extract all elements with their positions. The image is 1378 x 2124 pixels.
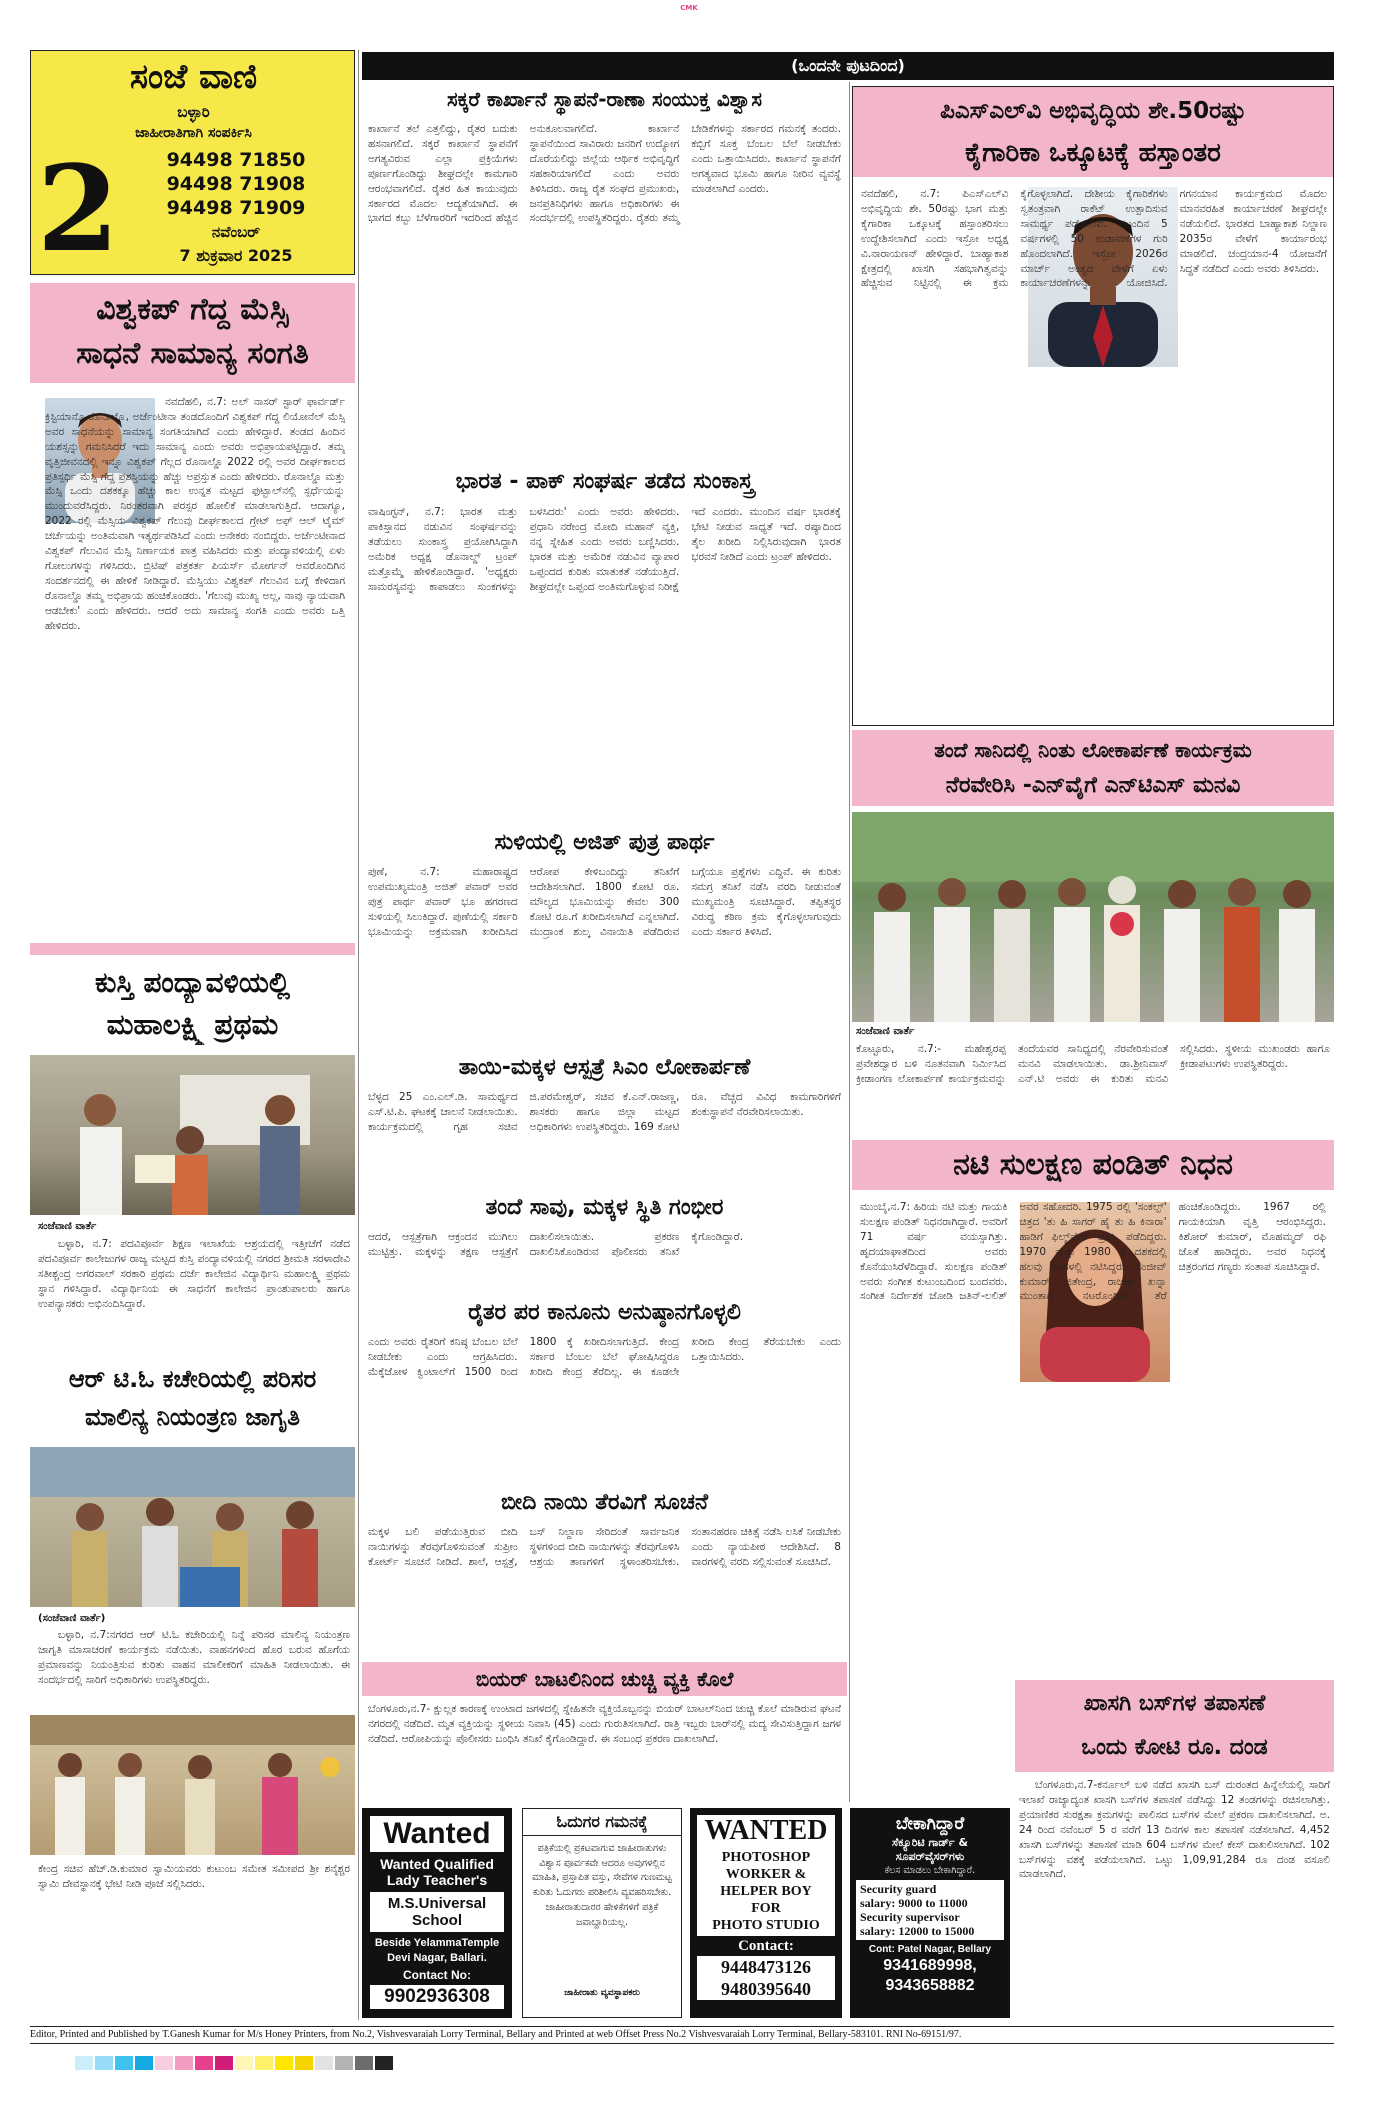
farmer-law-headline: ರೈತರ ಪರ ಕಾನೂನು ಅನುಷ್ಠಾನಗೊಳ್ಳಲಿ bbox=[468, 1300, 741, 1325]
wrestling-byline: ಸಂಜೆವಾಣಿ ವಾರ್ತೆ bbox=[38, 1221, 97, 1232]
swatch-yellow-4 bbox=[295, 2056, 313, 2070]
article-sullia bbox=[362, 825, 847, 1050]
article-father-death bbox=[362, 1190, 847, 1295]
ntps-headline-1: ತಂದೆ ಸಾನಿದಲ್ಲಿ ನಿಂತು ಲೋಕಾರ್ಪಣೆ ಕಾರ್ಯಕ್ರಮ bbox=[934, 738, 1252, 762]
messi-headline-2: ಸಾಧನೆ ಸಾಮಾನ್ಯ ಸಂಗತಿ bbox=[76, 336, 309, 371]
factory-body: ಕಾರ್ಖಾನೆ ತಲೆ ಎತ್ತಲಿದ್ದು, ರೈತರ ಬದುಕು ಹಸನಾಗಲಿದೆ. ಸಕ್ಕರೆ ಕಾರ್ಖಾನೆ ಸ್ಥಾಪನೆಗೆ ಅಗತ್ಯವಿರುವ ಎಲ್ಲಾ ಪ್ರಕ್ರಿಯೆಗಳು ಪೂರ್ಣಗೊಂಡಿದ್ದು ಶೀಘ್ರದಲ್ಲೇ ಕಾಮಗಾರಿ ಆರಂಭವಾಗಲಿದೆ. ರೈತರ ಹಿತ ಕಾಯುವುದು ಸರ್ಕಾರದ ಮೊದಲ ಆದ್ಯತೆಯಾಗಿದೆ. ಈ ಭಾಗದ ಕಬ್ಬು ಬೆಳೆಗಾರರಿಗೆ ಇದರಿಂದ ಹೆಚ್ಚಿನ ಅನುಕೂಲವಾಗಲಿದೆ. ಕಾರ್ಖಾನೆ ಸ್ಥಾಪನೆಯಿಂದ ಸಾವಿರಾರು ಜನರಿಗೆ ಉದ್ಯೋಗ ದೊರೆಯಲಿದ್ದು ಜಿಲ್ಲೆಯ ಆರ್ಥಿಕ ಅಭಿವೃದ್ಧಿಗೆ ಸಹಕಾರಿಯಾಗಲಿದೆ ಎಂದು ಅವರು ತಿಳಿಸಿದರು. ರಾಜ್ಯ ರೈತ ಸಂಘದ ಪ್ರಮುಖರು, ಜನಪ್ರತಿನಿಧಿಗಳು ಹಾಗೂ ಅಧಿಕಾರಿಗಳು ಈ ಸಂದರ್ಭದಲ್ಲಿ ಉಪಸ್ಥಿತರಿದ್ದರು. ರೈತರು ತಮ್ಮ ಬೇಡಿಕೆಗಳನ್ನು ಸರ್ಕಾರದ ಗಮನಕ್ಕೆ ತಂದರು. ಕಬ್ಬಿಗೆ ಸೂಕ್ತ ಬೆಂಬಲ ಬೆಲೆ ನೀಡಬೇಕು ಎಂದು ಒತ್ತಾಯಿಸಿದರು. ಕಾರ್ಖಾನೆ ಸ್ಥಾಪನೆಗೆ ಅಗತ್ಯವಾದ ಭೂಮಿ ಹಾಗೂ ನೀರಿನ ವ್ಯವಸ್ಥೆ ಮಾಡಲಾಗಿದೆ ಎಂದರು. bbox=[368, 123, 841, 225]
messi-body: ನವದೆಹಲಿ, ನ.7: ಅಲ್ ನಾಸರ್ ಸ್ಟಾರ್ ಫಾರ್ವರ್ಡ್ ಕ್ರಿಸ್ಟಿಯಾನೊ ರೊನಾಲ್ಡೊ, ಅರ್ಜೆಂಟೀನಾ ತಂಡದೊಂದಿಗೆ ವಿಶ್ವಕಪ್ ಗೆದ್ದ ಲಿಯೋನೆಲ್ ಮೆಸ್ಸಿ ಅವರ ಸಾಧನೆಯನ್ನು ಸಾಮಾನ್ಯ ಸಂಗತಿಯಾಗಿದೆ ಎಂದು ಹೇಳಿದ್ದಾರೆ. ತಂಡದ ಹಿಂದಿನ ಯಶಸ್ಸನ್ನು ಗಮನಿಸಿದರೆ ಇದು ಸಾಮಾನ್ಯ ಎಂದು ಅವರು ಅಭಿಪ್ರಾಯಪಟ್ಟಿದ್ದಾರೆ. ತಮ್ಮ ವೃತ್ತಿಜೀವನದಲ್ಲಿ ಇನ್ನೂ ವಿಶ್ವಕಪ್ ಗೆಲ್ಲದ ರೊನಾಲ್ಡೊ 2022 ರಲ್ಲಿ ಅವರ ದೀರ್ಘಕಾಲದ ಪ್ರತಿಸ್ಪರ್ಧಿ ಮೆಸ್ಸಿ ಗೆದ್ದ ಪ್ರಶಸ್ತಿಯನ್ನು ಹೆಚ್ಚು ಅಪ್ರಸ್ತುತ ಎಂದು ಹೇಳಿದರು. ರೊನಾಲ್ಡೊ ಮತ್ತು ಮೆಸ್ಸಿ ಒಂದು ದಶಕಕ್ಕೂ ಹೆಚ್ಚು ಕಾಲ ಉನ್ನತ ಮಟ್ಟದ ಫುಟ್ಬಾಲ್‌ನಲ್ಲಿ ಸ್ಪರ್ಧೆಯನ್ನು ಮುಂದುವರೆಸಿದ್ದರು. ನಿರಂತರವಾಗಿ ಪರಸ್ಪರ ಹೋಲಿಕೆ ಮಾಡಲಾಗುತ್ತಿದೆ. ಆದಾಗ್ಯೂ, 2022 ರಲ್ಲಿ ಮೆಸ್ಸಿಯ ವಿಶ್ವಕಪ್ ಗೆಲುವು ದೀರ್ಘಕಾಲದ ಗ್ರೇಟ್ ಅಫ್ ಆಲ್ ಟೈಮ್ ಚರ್ಚೆಯನ್ನು ಅಂತಿಮವಾಗಿ ಇತ್ಯರ್ಥಪಡಿಸಿದೆ ಎಂದು ಅನೇಕರು ನಂಬಿದ್ದರು. ಅರ್ಜೆಂಟೀನಾದ ವಿಶ್ವಕಪ್ ಗೆಲುವಿನ ಮೆಸ್ಸಿ ನಿರ್ಣಾಯಕ ಪಾತ್ರ ವಹಿಸಿದರು ಮತ್ತು ಪಂದ್ಯಾವಳಿಯಲ್ಲಿ ಏಳು ಗೋಲುಗಳನ್ನು ಗಳಿಸಿದರು. ಬ್ರಿಟಿಷ್ ಪತ್ರಕರ್ತ ಪಿಯರ್ಸ್ ಮೋರ್ಗನ್ ಅವರೊಂದಿಗಿನ ಸಂದರ್ಶನದಲ್ಲಿ ಈ ಹೇಳಿಕೆ ನೀಡಿದ್ದಾರೆ. ಮೆಸ್ಸಿಯು ವಿಶ್ವಕಪ್ ಗೆಲುವಿನ ಬಗ್ಗೆ ಕೇಳಿದಾಗ ರೊನಾಲ್ಡೊ ತಮ್ಮ ಅಭಿಪ್ರಾಯ ಹಂಚಿಕೊಂಡರು. 'ಗೆಲುವು ಮುಖ್ಯ ಅಲ್ಲ, ನಾವು ನ್ಯಾಯವಾಗಿ ಆಡಬೇಕು' ಎಂದು ಹೇಳಿದರು. ಆದರೆ ಅದು ಸಾಮಾನ್ಯ ಸಂಗತಿ ಎಂದು ಅವರು ಒತ್ತಿ ಹೇಳಿದರು. bbox=[45, 396, 345, 632]
indo-pak-headline: ಭಾರತ - ಪಾಕ್ ಸಂಘರ್ಷ ತಡೆದ ಸುಂಕಾಸ್ತ್ರ bbox=[455, 469, 754, 494]
wrestling-headline-1: ಕುಸ್ತಿ ಪಂದ್ಯಾವಳಿಯಲ್ಲಿ bbox=[94, 966, 291, 999]
temple-photo-caption: ಕೇಂದ್ರ ಸಚಿವ ಹೆಚ್.ಡಿ.ಕುಮಾರ ಸ್ವಾಮಿಯವರು ಕುಟುಂಬ ಸಮೇತ ಸಮೀಪದ ಶ್ರೀ ಶನೈಶ್ಚರ ಸ್ವಾಮಿ ದೇವಸ್ಥಾನಕ್ಕೆ ಭೇಟಿ ನೀಡಿ ಪೂಜೆ ಸಲ್ಲಿಸಿದರು. bbox=[38, 1863, 350, 1890]
day-number: 2 bbox=[37, 139, 120, 278]
article-bus-check bbox=[1015, 1680, 1334, 1970]
article-sulakshana bbox=[852, 1140, 1334, 1675]
temple-photo-svg bbox=[30, 1715, 355, 1855]
ad-security-guard-label: Security guard bbox=[860, 1882, 937, 1896]
col-divider-1 bbox=[358, 50, 359, 2020]
pslv-headline-panel bbox=[853, 87, 1333, 177]
sulakshana-headline-panel bbox=[852, 1140, 1334, 1190]
masthead bbox=[30, 50, 355, 278]
ad-security-sup-label: Security supervisor bbox=[860, 1910, 960, 1924]
logo bbox=[41, 56, 346, 98]
bus-check-headline-panel bbox=[1015, 1680, 1334, 1772]
masthead-city: ಬಳ್ಳಾರಿ bbox=[177, 103, 210, 121]
swatch-yellow-2 bbox=[255, 2056, 273, 2070]
swatch-gray-3 bbox=[355, 2056, 373, 2070]
ad-photo-line-1: PHOTOSHOP bbox=[721, 1850, 811, 1865]
father-death-body: ಆದರೆ, ಆಸ್ಪತ್ರೆಗಾಗಿ ಆಕ್ರಂದನ ಮುಗಿಲು ಮುಟ್ಟಿತ್ತು. ಮಕ್ಕಳನ್ನು ತಕ್ಷಣ ಆಸ್ಪತ್ರೆಗೆ ದಾಖಲಿಸಲಾಯಿತು. ಪ್ರಕರಣ ದಾಖಲಿಸಿಕೊಂಡಿರುವ ಪೊಲೀಸರು ತನಿಖೆ ಕೈಗೊಂಡಿದ್ದಾರೆ. bbox=[368, 1231, 744, 1258]
swatch-gray-1 bbox=[315, 2056, 333, 2070]
father-death-headline: ತಂದೆ ಸಾವು, ಮಕ್ಕಳ ಸ್ಥಿತಿ ಗಂಭೀರ bbox=[485, 1195, 724, 1220]
stray-dogs-body: ಮಕ್ಕಳ ಬಲಿ ಪಡೆಯುತ್ತಿರುವ ಬೀದಿ ನಾಯಿಗಳನ್ನು ತೆರವುಗೊಳಿಸುವಂತೆ ಸುಪ್ರೀಂ ಕೋರ್ಟ್ ಸೂಚನೆ ನೀಡಿದೆ. ಶಾಲೆ, ಆಸ್ಪತ್ರೆ, ಬಸ್ ನಿಲ್ದಾಣ ಸೇರಿದಂತೆ ಸಾರ್ವಜನಿಕ ಸ್ಥಳಗಳಿಂದ ಬೀದಿ ನಾಯಿಗಳನ್ನು ತೆರವುಗೊಳಿಸಿ ಆಶ್ರಯ ತಾಣಗಳಿಗೆ ಸ್ಥಳಾಂತರಿಸಬೇಕು. ಸಂತಾನಹರಣ ಚಿಕಿತ್ಸೆ ನಡೆಸಿ ಲಸಿಕೆ ನೀಡಬೇಕು ಎಂದು ನ್ಯಾಯಪೀಠ ಆದೇಶಿಸಿದೆ. 8 ವಾರಗಳಲ್ಲಿ ವರದಿ ಸಲ್ಲಿಸುವಂತೆ ಸೂಚಿಸಿದೆ. bbox=[368, 1526, 841, 1568]
swatch-magenta-2 bbox=[175, 2056, 193, 2070]
ad-security-address: Cont: Patel Nagar, Bellary bbox=[868, 1944, 992, 1955]
ad-security-subtitle: ಸೆಕ್ಯೂರಿಟಿ ಗಾರ್ಡ್ & ಸೂಪರ್‌ವೈಸರ್‌ಗಳು bbox=[891, 1836, 969, 1863]
sullia-body: ಪುಣೆ, ನ.7: ಮಹಾರಾಷ್ಟ್ರದ ಉಪಮುಖ್ಯಮಂತ್ರಿ ಅಜಿತ್ ಪವಾರ್ ಅವರ ಪುತ್ರ ಪಾರ್ಥ ಪವಾರ್ ಭೂ ಹಗರಣದ ಸುಳಿಯಲ್ಲಿ ಸಿಲುಕಿದ್ದಾರೆ. ಪುಣೆಯಲ್ಲಿ ಸರ್ಕಾರಿ ಭೂಮಿಯನ್ನು ಅಕ್ರಮವಾಗಿ ಖರೀದಿಸಿದ ಆರೋಪ ಕೇಳಿಬಂದಿದ್ದು ತನಿಖೆಗೆ ಆದೇಶಿಸಲಾಗಿದೆ. 1800 ಕೋಟಿ ರೂ. ಮೌಲ್ಯದ ಭೂಮಿಯನ್ನು ಕೇವಲ 300 ಕೋಟಿ ರೂ.ಗೆ ಖರೀದಿಸಲಾಗಿದೆ ಎನ್ನಲಾಗಿದೆ. ಮುದ್ರಾಂಕ ಶುಲ್ಕ ವಿನಾಯಿತಿ ಪಡೆದಿರುವ ಬಗ್ಗೆಯೂ ಪ್ರಶ್ನೆಗಳು ಎದ್ದಿವೆ. ಈ ಕುರಿತು ಸಮಗ್ರ ತನಿಖೆ ನಡೆಸಿ ವರದಿ ನೀಡುವಂತೆ ಮುಖ್ಯಮಂತ್ರಿ ಸೂಚಿಸಿದ್ದಾರೆ. ತಪ್ಪಿತಸ್ಥರ ವಿರುದ್ಧ ಕಠಿಣ ಕ್ರಮ ಕೈಗೊಳ್ಳಲಾಗುವುದು ಎಂದು ಸರ್ಕಾರ ತಿಳಿಸಿದೆ. bbox=[368, 866, 841, 938]
ad-teacher-phone: 9902936308 bbox=[370, 1985, 504, 2009]
bus-check-headline-1: ಖಾಸಗಿ ಬಸ್‌ಗಳ ತಪಾಸಣೆ bbox=[1083, 1691, 1266, 1716]
date-line: 7 ಶುಕ್ರವಾರ 2025 bbox=[179, 246, 293, 265]
ad-readers-body: ಪತ್ರಿಕೆಯಲ್ಲಿ ಪ್ರಕಟವಾಗುವ ಜಾಹೀರಾತುಗಳು ವಿಶ್ವಾಸ ಪೂರ್ವಕವೇ ಆದರೂ ಅವುಗಳಲ್ಲಿನ ಮಾಹಿತಿ, ಪ್ರಸ್ತಾಪಿತ ವಸ್ತು, ಸೇವೆಗಳ ಗುಣಮಟ್ಟ ಕುರಿತು ಓದುಗರು ಪರಿಶೀಲಿಸಿ ವ್ಯವಹರಿಸಬೇಕು. ಜಾಹೀರಾತುದಾರರ ಹೇಳಿಕೆಗಳಿಗೆ ಪತ್ರಿಕೆ ಜವಾಬ್ದಾರಿಯಲ್ಲ. bbox=[532, 1843, 672, 1928]
ad-security-note: ಕೆಲಸ ಮಾಡಲು ಬೇಕಾಗಿದ್ದಾರೆ. bbox=[884, 1865, 976, 1876]
ad-teacher-subtitle: Wanted Qualified Lady Teacher's bbox=[380, 1856, 494, 1888]
footer-imprint bbox=[30, 2026, 1334, 2044]
ad-readers-notice bbox=[522, 1808, 682, 2018]
rto-headline-1: ಆರ್ ಟಿ.ಓ ಕಚೇರಿಯಲ್ಲಿ ಪರಿಸರ bbox=[68, 1365, 317, 1393]
wrestling-photo bbox=[30, 1055, 355, 1215]
factory-headline: ಸಕ್ಕರೆ ಕಾರ್ಖಾನೆ ಸ್ಥಾಪನೆ-ರಾಣಾ ಸಂಯುಕ್ತ ವಿಶ್ವಾಸ bbox=[447, 87, 762, 111]
beer-bottle-headline: ಬಿಯರ್ ಬಾಟಲಿನಿಂದ ಚುಚ್ಚಿ ವ್ಯಕ್ತಿ ಕೊಲೆ bbox=[475, 1667, 734, 1691]
ad-wanted-teacher bbox=[362, 1808, 512, 2018]
ad-readers-signature: ಜಾಹೀರಾತು ವ್ಯವಸ್ಥಾಪಕರು bbox=[564, 1988, 640, 1998]
ad-security-phone-1: 9341689998, bbox=[883, 1957, 977, 1974]
ntps-photo bbox=[852, 812, 1334, 1022]
logo-text: ಸಂಜೆ ವಾಣಿ bbox=[129, 57, 258, 97]
pslv-body: ನವದೆಹಲಿ, ನ.7: ಪಿಎಸ್‌ಎಲ್‌ವಿ ಅಭಿವೃದ್ಧಿಯ ಶೇ. 50ರಷ್ಟು ಭಾಗ ಮತ್ತು ಕೈಗಾರಿಕಾ ಒಕ್ಕೂಟಕ್ಕೆ ಹಸ್ತಾಂತರಿಸಲು ಉದ್ದೇಶಿಸಲಾಗಿದೆ ಎಂದು ಇಸ್ರೋ ಅಧ್ಯಕ್ಷ ವಿ.ನಾರಾಯಣನ್ ಹೇಳಿದ್ದಾರೆ. ಬಾಹ್ಯಾಕಾಶ ಕ್ಷೇತ್ರದಲ್ಲಿ ಖಾಸಗಿ ಸಹಭಾಗಿತ್ವವನ್ನು ಹೆಚ್ಚಿಸುವ ನಿಟ್ಟಿನಲ್ಲಿ ಈ ಕ್ರಮ ಕೈಗೊಳ್ಳಲಾಗಿದೆ. ದೇಶೀಯ ಕೈಗಾರಿಕೆಗಳು ಸ್ವತಂತ್ರವಾಗಿ ರಾಕೆಟ್ ಉತ್ಪಾದಿಸುವ ಸಾಮರ್ಥ್ಯ ಪಡೆಯಲಿವೆ. ಮುಂದಿನ 5 ವರ್ಷಗಳಲ್ಲಿ 50 ಉಡಾವಣೆಗಳ ಗುರಿ ಹೊಂದಲಾಗಿದೆ. ಇಸ್ರೋ 2026ರ ಮಾರ್ಚ್ ಅಂತ್ಯದ ವೇಳೆಗೆ ಏಳು ಕಾರ್ಯಾಚರಣೆಗಳನ್ನು ಯೋಜಿಸಿದೆ. ಗಗನಯಾನ ಕಾರ್ಯಕ್ರಮದ ಮೊದಲ ಮಾನವರಹಿತ ಕಾರ್ಯಾಚರಣೆ ಶೀಘ್ರದಲ್ಲೇ ನಡೆಯಲಿದೆ. ಭಾರತದ ಬಾಹ್ಯಾಕಾಶ ನಿಲ್ದಾಣ 2035ರ ವೇಳೆಗೆ ಕಾರ್ಯಾರಂಭ ಮಾಡಲಿದೆ. ಚಂದ್ರಯಾನ-4 ಯೋಜನೆಗೆ ಸಿದ್ಧತೆ ನಡೆದಿದೆ ಎಂದು ಅವರು ತಿಳಿಸಿದರು. bbox=[861, 188, 1327, 290]
continuation-banner bbox=[362, 52, 1334, 80]
rto-body: ಬಳ್ಳಾರಿ, ನ.7:ನಗರದ ಆರ್ ಟಿ.ಓ ಕಚೇರಿಯಲ್ಲಿ ನಿನ್ನೆ ಪರಿಸರ ಮಾಲಿನ್ಯ ನಿಯಂತ್ರಣ ಜಾಗೃತಿ ಮಾಸಾಚರಣೆ ಕಾರ್ಯಕ್ರಮ ನಡೆಯಿತು. ವಾಹನಗಳಿಂದ ಹೊರ ಬರುವ ಹೊಗೆಯ ಪ್ರಮಾಣವನ್ನು ನಿಯಂತ್ರಿಸುವ ಕುರಿತು ವಾಹನ ಮಾಲೀಕರಿಗೆ ಮಾಹಿತಿ ನೀಡಲಾಯಿತು. ಈ ಸಂದರ್ಭದಲ್ಲಿ ಸಾರಿಗೆ ಅಧಿಕಾರಿಗಳು ಉಪಸ್ಥಿತರಿದ್ದರು. bbox=[38, 1629, 350, 1686]
indo-pak-body: ವಾಷಿಂಗ್ಟನ್, ನ.7: ಭಾರತ ಮತ್ತು ಪಾಕಿಸ್ತಾನದ ನಡುವಿನ ಸಂಘರ್ಷವನ್ನು ತಡೆಯಲು ಸುಂಕಾಸ್ತ್ರ ಪ್ರಯೋಗಿಸಿದ್ದಾಗಿ ಅಮೆರಿಕ ಅಧ್ಯಕ್ಷ ಡೊನಾಲ್ಡ್ ಟ್ರಂಪ್ ಮತ್ತೊಮ್ಮೆ ಹೇಳಿಕೊಂಡಿದ್ದಾರೆ. 'ಅಧ್ಯಕ್ಷರು ಸಾಮರಸ್ಯವನ್ನು ಕಾಪಾಡಲು ಸುಂಕಗಳನ್ನು ಬಳಸಿದರು' ಎಂದು ಅವರು ಹೇಳಿದರು. ಪ್ರಧಾನಿ ನರೇಂದ್ರ ಮೋದಿ ಮಹಾನ್ ವ್ಯಕ್ತಿ, ನನ್ನ ಸ್ನೇಹಿತ ಎಂದು ಅವರು ಬಣ್ಣಿಸಿದರು. ಭಾರತ ಮತ್ತು ಅಮೆರಿಕ ನಡುವಿನ ವ್ಯಾಪಾರ ಒಪ್ಪಂದದ ಕುರಿತು ಮಾತುಕತೆ ನಡೆಯುತ್ತಿದೆ. ಶೀಘ್ರದಲ್ಲೇ ಒಪ್ಪಂದ ಅಂತಿಮಗೊಳ್ಳುವ ನಿರೀಕ್ಷೆ ಇದೆ ಎಂದರು. ಮುಂದಿನ ವರ್ಷ ಭಾರತಕ್ಕೆ ಭೇಟಿ ನೀಡುವ ಸಾಧ್ಯತೆ ಇದೆ. ರಷ್ಯಾದಿಂದ ತೈಲ ಖರೀದಿ ನಿಲ್ಲಿಸಿರುವುದಾಗಿ ಭಾರತ ಭರವಸೆ ನೀಡಿದೆ ಎಂದು ಟ್ರಂಪ್ ಹೇಳಿದರು. bbox=[368, 506, 841, 593]
beer-bottle-headline-panel bbox=[362, 1662, 847, 1696]
bus-check-headline-2: ಒಂದು ಕೋಟಿ ರೂ. ದಂಡ bbox=[1081, 1735, 1268, 1760]
ad-photo-line-5: PHOTO STUDIO bbox=[712, 1918, 820, 1933]
phone-1: 94498 71850 bbox=[166, 149, 306, 171]
farmer-law-body: ಎಂದು ಅವರು ರೈತರಿಗೆ ಕನಿಷ್ಠ ಬೆಂಬಲ ಬೆಲೆ ನೀಡಬೇಕು ಎಂದು ಆಗ್ರಹಿಸಿದರು. ಮೆಕ್ಕೆಜೋಳ ಕ್ವಿಂಟಾಲ್‌ಗೆ 1500 ರಿಂದ 1800 ಕ್ಕೆ ಖರೀದಿಸಲಾಗುತ್ತಿದೆ. ಕೇಂದ್ರ ಸರ್ಕಾರ ಬೆಂಬಲ ಬೆಲೆ ಘೋಷಿಸಿದ್ದರೂ ಖರೀದಿ ಕೇಂದ್ರ ತೆರೆದಿಲ್ಲ. ಈ ಕೂಡಲೇ ಖರೀದಿ ಕೇಂದ್ರ ತೆರೆಯಬೇಕು ಎಂದು ಒತ್ತಾಯಿಸಿದರು. bbox=[368, 1336, 841, 1378]
messi-pink-bottom bbox=[30, 943, 355, 955]
temple-photo bbox=[30, 1715, 355, 1855]
continuation-banner-text: (ಒಂದನೇ ಪುಟದಿಂದ) bbox=[791, 56, 905, 75]
ad-teacher-address: Beside YelammaTemple Devi Nagar, Ballari. bbox=[374, 1937, 500, 1964]
messi-headline-1: ವಿಶ್ವಕಪ್ ಗೆದ್ದ ಮೆಸ್ಸಿ bbox=[96, 292, 289, 327]
sulakshana-headline: ನಟಿ ಸುಲಕ್ಷಣ ಪಂಡಿತ್ ನಿಧನ bbox=[953, 1147, 1233, 1182]
footer-imprint-text: Editor, Printed and Published by T.Ganesh Kumar for M/s Honey Printers, from No.2, Vishvesvaraiah Lorry Terminal, Bellary and Printed at web Offset Press No.2 Vishvesvaraiah Lorry Terminal, Bellary-583101. RNI No-69151/97. bbox=[30, 2029, 962, 2040]
ntps-byline: ಸಂಜೆವಾಣಿ ವಾರ್ತೆ bbox=[856, 1026, 915, 1037]
month: ನವೆಂಬರ್ bbox=[211, 223, 261, 241]
ad-photo-line-4: FOR bbox=[751, 1901, 781, 1916]
phone-3: 94498 71909 bbox=[166, 197, 306, 219]
beer-bottle-body: ಬೆಂಗಳೂರು,ನ.7- ಕ್ಷುಲ್ಲಕ ಕಾರಣಕ್ಕೆ ಉಂಟಾದ ಜಗಳದಲ್ಲಿ ಸ್ನೇಹಿತನೇ ವ್ಯಕ್ತಿಯೊಬ್ಬನನ್ನು ಬಿಯರ್ ಬಾಟಲ್‌ನಿಂದ ಚುಚ್ಚಿ ಕೊಲೆ ಮಾಡಿರುವ ಘಟನೆ ನಗರದಲ್ಲಿ ನಡೆದಿದೆ. ಮೃತ ವ್ಯಕ್ತಿಯನ್ನು ಸ್ಥಳೀಯ ನಿವಾಸಿ (45) ಎಂದು ಗುರುತಿಸಲಾಗಿದೆ. ರಾತ್ರಿ ಇಬ್ಬರು ಬಾರ್‌ನಲ್ಲಿ ಮದ್ಯ ಸೇವಿಸುತ್ತಿದ್ದಾಗ ಜಗಳ ನಡೆದಿದೆ. ಆರೋಪಿಯನ್ನು ಪೊಲೀಸರು ಬಂಧಿಸಿ ತನಿಖೆ ಕೈಗೊಂಡಿದ್ದಾರೆ. ಈ ಸಂಬಂಧ ಪ್ರಕರಣ ದಾಖಲಾಗಿದೆ. bbox=[368, 1703, 841, 1745]
swatch-cyan-4 bbox=[135, 2056, 153, 2070]
ad-security-title: ಬೇಕಾಗಿದ್ದಾರೆ bbox=[895, 1814, 965, 1834]
sullia-headline: ಸುಳಿಯಲ್ಲಿ ಅಜಿತ್ ಪುತ್ರ ಪಾರ್ಥ bbox=[494, 830, 715, 855]
ad-teacher-contact-label: Contact No: bbox=[403, 1968, 471, 1982]
article-farmer-law bbox=[362, 1295, 847, 1485]
color-strip bbox=[75, 2055, 635, 2071]
ad-security-guard-salary: salary: 9000 to 11000 bbox=[860, 1896, 968, 1910]
rto-headline-2: ಮಾಲಿನ್ಯ ನಿಯಂತ್ರಣ ಜಾಗೃತಿ bbox=[84, 1403, 301, 1431]
cmyk-mark bbox=[680, 4, 698, 22]
wrestling-body: ಬಳ್ಳಾರಿ, ನ.7: ಪದವಿಪೂರ್ವ ಶಿಕ್ಷಣ ಇಲಾಖೆಯ ಆಶ್ರಯದಲ್ಲಿ ಇತ್ತೀಚೆಗೆ ನಡೆದ ಪದವಿಪೂರ್ವ ಕಾಲೇಜುಗಳ ರಾಜ್ಯ ಮಟ್ಟದ ಕುಸ್ತಿ ಪಂದ್ಯಾವಳಿಯಲ್ಲಿ ನಗರದ ಶ್ರೀಮತಿ ಸರಳಾದೇವಿ ಸತೀಶ್ಚಂದ್ರ ಅಗರವಾಲ್ ಸರಕಾರಿ ಪ್ರಥಮ ದರ್ಜೆ ಕಾಲೇಜಿನ ವಿದ್ಯಾರ್ಥಿನಿ ಮಹಾಲಕ್ಷ್ಮಿ ಪ್ರಥಮ ಸ್ಥಾನ ಗಳಿಸಿದ್ದಾರೆ. ವಿದ್ಯಾರ್ಥಿನಿಯ ಈ ಸಾಧನೆಗೆ ಕಾಲೇಜಿನ ಪ್ರಾಂಶುಪಾಲರು ಹಾಗೂ ಉಪನ್ಯಾಸಕರು ಅಭಿನಂದಿಸಿದ್ದಾರೆ. bbox=[38, 1238, 350, 1310]
hospital-headline: ತಾಯಿ-ಮಕ್ಕಳ ಆಸ್ಪತ್ರೆ ಸಿಎಂ ಲೋಕಾರ್ಪಣೆ bbox=[458, 1055, 751, 1080]
hospital-body: ಬೆಳ್ಳದ 25 ಎಂ.ಎಲ್.ಡಿ. ಸಾಮರ್ಥ್ಯದ ಎಸ್.ಟಿ.ಪಿ. ಘಟಕಕ್ಕೆ ಚಾಲನೆ ನೀಡಲಾಯಿತು. ಕಾರ್ಯಕ್ರಮದಲ್ಲಿ ಗೃಹ ಸಚಿವ ಜಿ.ಪರಮೇಶ್ವರ್, ಸಚಿವ ಕೆ.ಎನ್.ರಾಜಣ್ಣ, ಶಾಸಕರು ಹಾಗೂ ಜಿಲ್ಲಾ ಮಟ್ಟದ ಅಧಿಕಾರಿಗಳು ಉಪಸ್ಥಿತರಿದ್ದರು. 169 ಕೋಟಿ ರೂ. ವೆಚ್ಚದ ವಿವಿಧ ಕಾಮಗಾರಿಗಳಿಗೆ ಶಂಕುಸ್ಥಾಪನೆ ನೆರವೇರಿಸಲಾಯಿತು. bbox=[368, 1091, 841, 1133]
wrestling-headline-2: ಮಹಾಲಕ್ಷ್ಮಿ ಪ್ರಥಮ bbox=[106, 1008, 279, 1041]
swatch-cyan-1 bbox=[75, 2056, 93, 2070]
pslv-headline-2: ಕೈಗಾರಿಕಾ ಒಕ್ಕೂಟಕ್ಕೆ ಹಸ್ತಾಂತರ bbox=[965, 138, 1221, 168]
swatch-magenta-1 bbox=[155, 2056, 173, 2070]
bus-check-body: ಬೆಂಗಳೂರು,ನ.7-ಕರ್ನೂಲ್ ಬಳಿ ನಡೆದ ಖಾಸಗಿ ಬಸ್ ದುರಂತದ ಹಿನ್ನೆಲೆಯಲ್ಲಿ ಸಾರಿಗೆ ಇಲಾಖೆ ರಾಜ್ಯಾದ್ಯಂತ ಖಾಸಗಿ ಬಸ್‌ಗಳ ತಪಾಸಣೆ ನಡೆಸಿದ್ದು 12 ತಂಡಗಳನ್ನು ರಚಿಸಲಾಗಿತ್ತು. ಪ್ರಯಾಣಿಕರ ಸುರಕ್ಷತಾ ಕ್ರಮಗಳನ್ನು ಪಾಲಿಸದ ಬಸ್‌ಗಳ ಮೇಲೆ ಪ್ರಕರಣ ದಾಖಲಿಸಲಾಗಿದೆ. ಅ. 24 ರಿಂದ ನವೆಂಬರ್ 5 ರ ವರೆಗೆ 13 ದಿನಗಳ ಕಾಲ ತಪಾಸಣೆ ನಡೆಸಲಾಗಿದೆ. 4,452 ಖಾಸಗಿ ಬಸ್‌ಗಳನ್ನು ತಪಾಸಣೆ ಮಾಡಿ 604 ಬಸ್‌ಗಳ ಮೇಲೆ ಕೇಸ್ ದಾಖಲಿಸಲಾಗಿದೆ. 102 ಬಸ್‌ಗಳನ್ನು ವಶಕ್ಕೆ ಪಡೆಯಲಾಗಿದೆ. ಒಟ್ಟು 1,09,91,284 ರೂ ದಂಡ ವಸೂಲಿ ಮಾಡಲಾಗಿದೆ. bbox=[1019, 1779, 1330, 1881]
ad-teacher-title: Wanted bbox=[370, 1816, 504, 1852]
rto-photo-svg bbox=[30, 1447, 355, 1607]
ad-photo-contact-label: Contact: bbox=[738, 1938, 794, 1954]
ntps-photo-svg bbox=[852, 812, 1334, 1022]
ad-photo-line-2: WORKER & bbox=[725, 1867, 807, 1882]
ad-photo-phone-1: 9448473126 bbox=[721, 1957, 811, 1977]
swatch-yellow-3 bbox=[275, 2056, 293, 2070]
article-stray-dogs bbox=[362, 1485, 847, 1660]
swatch-cyan-3 bbox=[115, 2056, 133, 2070]
swatch-gray-4 bbox=[375, 2056, 393, 2070]
stray-dogs-headline: ಬೀದಿ ನಾಯಿ ತೆರವಿಗೆ ಸೂಚನೆ bbox=[501, 1490, 708, 1515]
article-rto bbox=[30, 1355, 355, 1785]
swatch-yellow-1 bbox=[235, 2056, 253, 2070]
ntps-headline-2: ನೆರವೇರಿಸಿ -ಎನ್‌ವೈಗೆ ಎನ್‌ಟಿಎಸ್ ಮನವಿ bbox=[945, 773, 1241, 798]
article-factory bbox=[362, 82, 847, 462]
sulakshana-body: ಮುಂಬೈ,ನ.7: ಹಿರಿಯ ನಟಿ ಮತ್ತು ಗಾಯಕಿ ಸುಲಕ್ಷಣ ಪಂಡಿತ್ ನಿಧನರಾಗಿದ್ದಾರೆ. ಅವರಿಗೆ 71 ವರ್ಷ ವಯಸ್ಸಾಗಿತ್ತು. ಹೃದಯಾಘಾತದಿಂದ ಅವರು ಕೊನೆಯುಸಿರೆಳೆದಿದ್ದಾರೆ. ಸುಲಕ್ಷಣ ಪಂಡಿತ್ ಅವರು ಸಂಗೀತ ಕುಟುಂಬದಿಂದ ಬಂದವರು. ಸಂಗೀತ ನಿರ್ದೇಶಕ ಜೋಡಿ ಜತಿನ್-ಲಲಿತ್ ಅವರ ಸಹೋದರಿ. 1975 ರಲ್ಲಿ 'ಸಂಕಲ್ಪ್' ಚಿತ್ರದ 'ತು ಹಿ ಸಾಗರ್ ಹೈ ತು ಹಿ ಕಿನಾರಾ' ಹಾಡಿಗೆ ಫಿಲ್ಮ್‌ಫೇರ್ ಪ್ರಶಸ್ತಿ ಪಡೆದಿದ್ದರು. 1970 ಮತ್ತು 1980 ರ ದಶಕದಲ್ಲಿ ಹಲವು ಚಿತ್ರಗಳಲ್ಲಿ ನಟಿಸಿದ್ದರು. ಸಂಜೀವ್ ಕುಮಾರ್, ಜಿತೇಂದ್ರ, ರಾಜೇಶ್ ಖನ್ನಾ ಮುಂತಾದ ನಟರೊಂದಿಗೆ ತೆರೆ ಹಂಚಿಕೊಂಡಿದ್ದರು. 1967 ರಲ್ಲಿ ಗಾಯಕಿಯಾಗಿ ವೃತ್ತಿ ಆರಂಭಿಸಿದ್ದರು. ಕಿಶೋರ್ ಕುಮಾರ್, ಮೊಹಮ್ಮದ್ ರಫಿ ಜೊತೆ ಹಾಡಿದ್ದರು. ಅವರ ನಿಧನಕ್ಕೆ ಚಿತ್ರರಂಗದ ಗಣ್ಯರು ಸಂತಾಪ ಸೂಚಿಸಿದ್ದಾರೆ. bbox=[860, 1201, 1326, 1303]
ad-security-sup-salary: salary: 12000 to 15000 bbox=[860, 1924, 975, 1938]
ad-contact-label: ಜಾಹೀರಾತಿಗಾಗಿ ಸಂಪರ್ಕಿಸಿ bbox=[135, 125, 252, 141]
ad-photo-line-3: HELPER BOY bbox=[720, 1884, 812, 1899]
ad-wanted-photo bbox=[690, 1808, 842, 2018]
col-divider-2 bbox=[849, 82, 850, 1802]
article-pslv bbox=[852, 86, 1334, 726]
ntps-body: ಕೊಟ್ಟೂರು, ನ.7:- ಮಹೇಶ್ವರಪ್ಪ ಪ್ರವೇಶದ್ವಾರ ಬಳಿ ನೂತನವಾಗಿ ನಿರ್ಮಿಸಿದ ಕ್ರೀಡಾಂಗಣ ಲೋಕಾರ್ಪಣೆ ಕಾರ್ಯಕ್ರಮವನ್ನು ತಂದೆಯವರ ಸಾನಿಧ್ಯದಲ್ಲಿ ನೆರವೇರಿಸುವಂತೆ ಮನವಿ ಮಾಡಲಾಯಿತು. ಡಾ.ಶ್ರೀನಿವಾಸ್ ಎನ್.ಟಿ ಅವರು ಈ ಕುರಿತು ಮನವಿ ಸಲ್ಲಿಸಿದರು. ಸ್ಥಳೀಯ ಮುಖಂಡರು ಹಾಗೂ ಕ್ರೀಡಾಪಟುಗಳು ಉಪಸ್ಥಿತರಿದ್ದರು. bbox=[856, 1043, 1330, 1085]
swatch-cyan-2 bbox=[95, 2056, 113, 2070]
swatch-gray-2 bbox=[335, 2056, 353, 2070]
rto-photo bbox=[30, 1447, 355, 1607]
ad-security-phone-2: 9343658882 bbox=[885, 1977, 975, 1994]
article-beer-bottle bbox=[362, 1662, 847, 1802]
rto-byline: (ಸಂಜೆವಾಣಿ ವಾರ್ತೆ) bbox=[38, 1613, 106, 1624]
article-hospital bbox=[362, 1050, 847, 1190]
ad-readers-title: ಓದುಗರ ಗಮನಕ್ಕೆ bbox=[523, 1809, 681, 1836]
article-indo-pak bbox=[362, 465, 847, 825]
article-messi bbox=[30, 283, 355, 955]
ntps-headline-panel bbox=[852, 730, 1334, 806]
ad-teacher-school: M.S.Universal School bbox=[370, 1892, 504, 1932]
article-wrestling bbox=[30, 955, 355, 1355]
ad-photo-phone-2: 9480395640 bbox=[721, 1979, 811, 1999]
wrestling-photo-svg bbox=[30, 1055, 355, 1215]
ad-security-jobs bbox=[850, 1808, 1010, 2018]
swatch-magenta-3 bbox=[195, 2056, 213, 2070]
ad-photo-title: WANTED bbox=[697, 1815, 835, 1847]
pslv-headline-1: ಪಿಎಸ್‌ಎಲ್‌ವಿ ಅಭಿವೃದ್ಧಿಯ ಶೇ.50ರಷ್ಟು bbox=[940, 98, 1246, 124]
swatch-magenta-4 bbox=[215, 2056, 233, 2070]
cmyk-mark-text: CMK bbox=[680, 4, 698, 12]
phone-2: 94498 71908 bbox=[166, 173, 306, 195]
messi-headline-panel bbox=[30, 283, 355, 383]
